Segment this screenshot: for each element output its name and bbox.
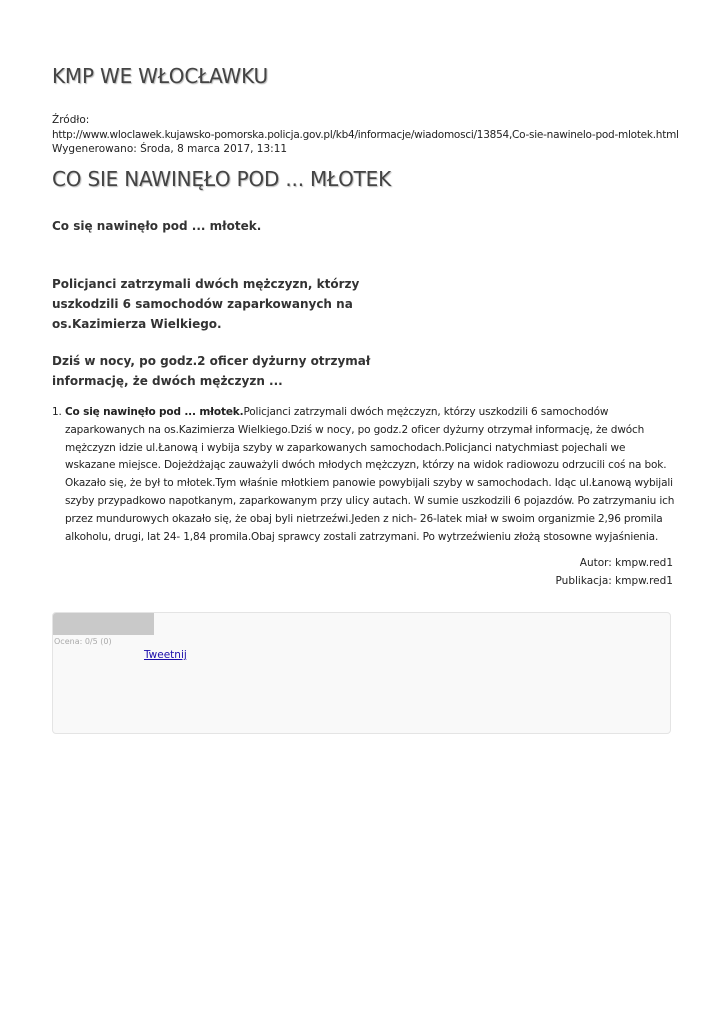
tweet-link[interactable]: Tweetnij xyxy=(144,649,187,661)
rating-text: Ocena: 0/5 (0) xyxy=(54,637,112,646)
generated-date: Wygenerowano: Środa, 8 marca 2017, 13:11 xyxy=(52,143,288,155)
author-block xyxy=(556,554,673,590)
document-meta xyxy=(52,113,679,157)
list-item-heading: Co się nawinęło pod ... młotek. xyxy=(65,406,244,418)
source-url: http://www.wloclawek.kujawsko-pomorska.policja.gov.pl/kb4/informacje/wiadomosci/13854,Co-sie-nawinelo-pod-mlotek.html xyxy=(52,128,679,141)
author: Autor: kmpw.red1 xyxy=(579,557,673,569)
publication: Publikacja: kmpw.red1 xyxy=(555,575,673,587)
lead-paragraph: Dziś w nocy, po godz.2 oficer dyżurny otrzymał informację, że dwóch mężczyzn ... xyxy=(52,354,371,388)
rating-stars[interactable] xyxy=(53,613,154,635)
lead-paragraph: Co się nawinęło pod ... młotek. xyxy=(52,219,262,233)
article-title: CO SIE NAWINĘŁO POD ... MŁOTEK xyxy=(52,167,392,191)
article-list xyxy=(52,404,677,546)
list-item-number: 1. xyxy=(52,406,62,418)
lead-paragraph: Policjanci zatrzymali dwóch mężczyzn, którzy uszkodzili 6 samochodów zaparkowanych na os.Kazimierza Wielkiego. xyxy=(52,277,360,331)
source-label: Źródło: xyxy=(52,114,90,126)
list-item-text: Policjanci zatrzymali dwóch mężczyzn, którzy uszkodzili 6 samochodów zaparkowanych na os.Kazimierza Wielkiego.Dziś w nocy, po godz.2 oficer dyżurny otrzymał informację, że dwóch mężczyzn idzie ul.Łanową i wybija szyby w zaparkowanych samochodach.Policjanci natychmiast pojechali we wskazane miejsce. Dojeżdżając zauważyli dwóch młodych mężczyzn, którzy na widok radiowozu odrzucili coś na bok. Okazało się, że był to młotek.Tym właśnie młotkiem panowie powybijali szyby w samochodach. Idąc ul.Łanową wybijali szyby przypadkowo napotkanym, zaparkowanym przy ulicy autach. W sumie uszkodzili 6 pojazdów. Po zatrzymaniu ich przez mundurowych okazało się, że obaj byli nietrzeźwi.Jeden z nich- 26-latek miał w swoim organizmie 2,96 promila alkoholu, drugi, lat 24- 1,84 promila.Obaj sprawcy zostali zatrzymani. Po wytrzeźwieniu złożą stosowne wyjaśnienia. xyxy=(65,406,675,543)
rating-panel xyxy=(52,612,671,734)
site-title: KMP WE WŁOCŁAWKU xyxy=(52,64,268,88)
list-item xyxy=(52,404,677,546)
